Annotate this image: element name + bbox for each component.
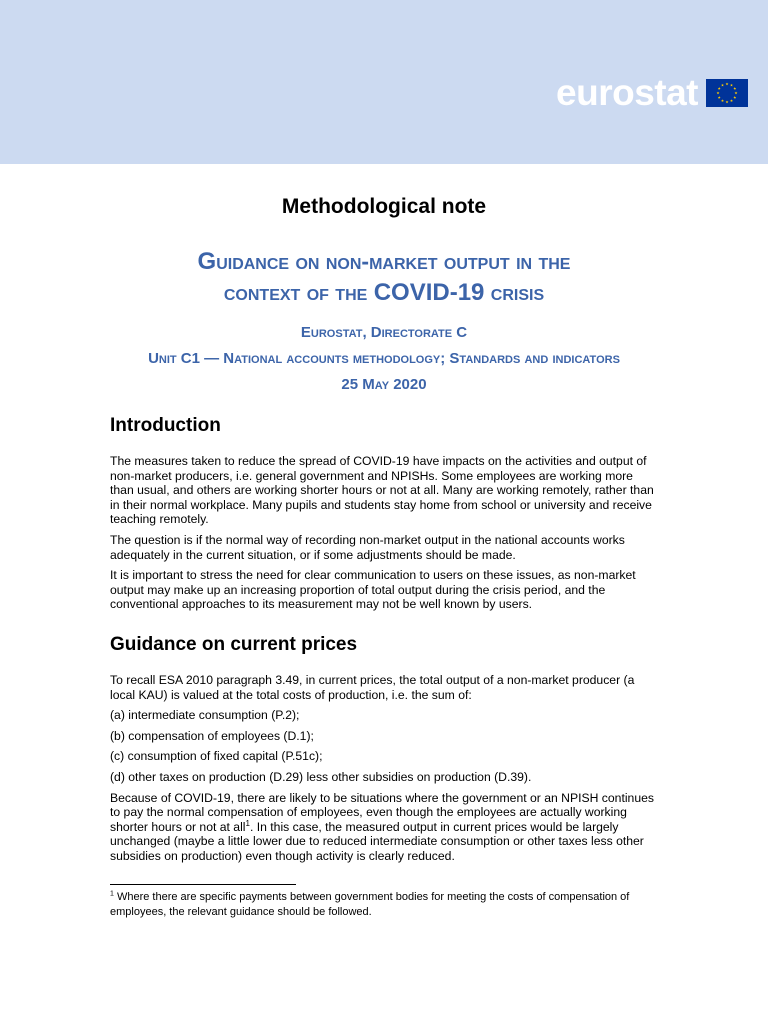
header-banner — [0, 0, 768, 164]
guidance-paragraph-2 — [110, 791, 658, 864]
title-covid: COVID-19 — [373, 279, 485, 306]
guidance-p2-part-a: Because of COVID-19, there are likely to be situations where the government or an NPISH continues to pay the normal compensation of employees, even though the employees are actually working shorter hours or not at all — [110, 790, 654, 834]
guidance-paragraph-1: To recall ESA 2010 paragraph 3.49, in current prices, the total output of a non-market producer (a local KAU) is valued at the total costs of production, i.e. the sum of: — [110, 672, 635, 702]
eu-flag-icon — [706, 79, 748, 107]
footnote-separator — [110, 884, 296, 885]
guidance-p2-part-b: . In this case, the measured output in current prices would be largely unchanged (maybe a little lower due to reduced intermediate consumption or other taxes less other subsidies on production) even though activity is clearly reduced. — [110, 819, 644, 863]
title-line-2-post: crisis — [484, 279, 545, 305]
author-line: Eurostat, Directorate C — [300, 324, 468, 341]
title-line-2-pre: context of the — [223, 279, 374, 305]
footnote-text: Where there are specific payments between government bodies for meeting the costs of compensation of employees, the relevant guidance should be followed. — [110, 891, 630, 918]
intro-paragraph-1: The measures taken to reduce the spread of COVID-19 have impacts on the activities and output of non-market producers, i.e. general government and NPISHs. Some employees are working more than usual, and others are working shorter hours or not at all. Many are working remotely, rather than in their normal workplace. Many pupils and students stay home from school or university and receive teaching remotely. — [110, 454, 654, 527]
guidance-item-a: (a) intermediate consumption (P.2); — [110, 708, 300, 723]
intro-paragraph-3: It is important to stress the need for clear communication to users on these issues, as non-market output may make up an increasing proportion of total output during the crisis period, and the conventional approaches to its measurement may not be well known by users. — [110, 568, 636, 612]
guidance-item-b: (b) compensation of employees (D.1); — [110, 728, 314, 743]
document-type: Methodological note — [281, 195, 487, 218]
guidance-item-d: (d) other taxes on production (D.29) less other subsidies on production (D.39). — [110, 769, 532, 784]
title-line-1-rest: uidance on non-market output in the — [216, 248, 571, 274]
unit-line: Unit C1 — National accounts methodology; Standards and indicators — [148, 350, 620, 367]
intro-paragraph-2: The question is if the normal way of recording non-market output in the national accounts works adequately in the current situation, or if some adjustments should be made. — [110, 532, 625, 562]
footnote-reference[interactable]: 1 — [245, 818, 250, 828]
title-line-1 — [110, 246, 658, 277]
document-page — [110, 190, 658, 869]
title-line-2 — [110, 277, 658, 308]
footnote — [110, 890, 650, 919]
introduction-heading: Introduction — [110, 415, 221, 436]
brand-wordmark: eurostat — [556, 72, 698, 113]
document-title — [110, 246, 658, 308]
title-initial: G — [197, 248, 217, 275]
eurostat-logo — [556, 74, 748, 111]
guidance-heading: Guidance on current prices — [110, 633, 358, 655]
date-line: 25 May 2020 — [341, 376, 427, 393]
guidance-item-c: (c) consumption of fixed capital (P.51c); — [110, 749, 323, 764]
footnote-marker: 1 — [110, 890, 114, 898]
